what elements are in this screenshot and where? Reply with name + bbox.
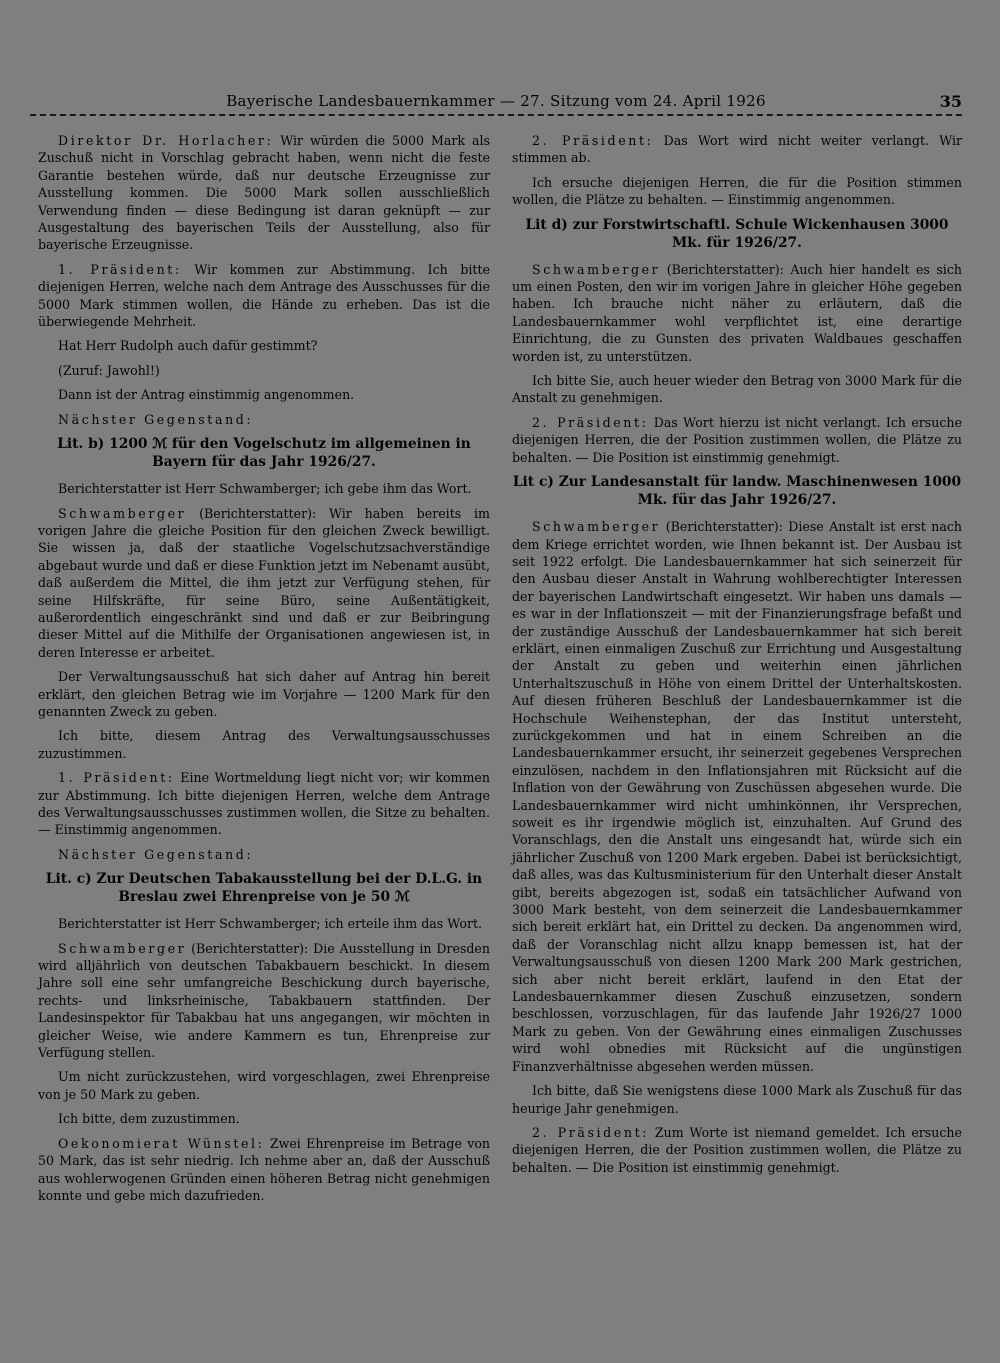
speaker-name: Schwamberger [58,505,187,521]
speaker-name: Oekonomierat Wünstel: [58,1135,265,1151]
paragraph [512,1082,962,1117]
paragraph [38,915,490,932]
section-heading: Lit. b) 1200 ℳ für den Vogelschutz im allgemeinen in Bayern für das Jahr 1926/27. [57,436,471,471]
paragraph [38,505,490,662]
paragraph-text: Berichterstatter ist Herr Schwamberger; ich gebe ihm das Wort. [58,481,472,497]
speaker-name: Nächster Gegenstand: [58,411,254,427]
speaker-name: 2. Präsident: [532,414,649,430]
paragraph [512,174,962,209]
paragraph [512,261,962,365]
paragraph-text: Das Wort wird nicht weiter verlangt. Wir stimmen ab. [512,133,962,166]
paragraph-text: (Berichterstatter): Wir haben bereits im vorigen Jahre die gleiche Position für den gleichen Zweck bewilligt. Sie wissen ja, daß der staatliche Vogelschutzsachverständige abgebaut wurde und daß er diese Funktion jetzt im Nebenamt ausübt, daß außerdem die Mittel, die ihm jetzt zur Verfügung stehen, für seine Hilfskräfte, für seine Büro, seine Außentätigkeit, außerordentlich eingeschränkt sind und daß er zur Beibringung dieser Mittel auf die Mithilfe der Organisationen angewiesen ist, in deren Interesse er arbeitet. [38,505,490,660]
paragraph-text: Ich bitte, dem zuzustimmen. [58,1111,240,1127]
speaker-name: 1. Präsident: [58,770,175,786]
paragraph [38,261,490,331]
paragraph [38,668,490,720]
paragraph [512,518,962,1075]
paragraph [512,1124,962,1176]
paragraph [38,846,490,863]
paragraph-text: Wir würden die 5000 Mark als Zuschuß nicht in Vorschlag gebracht haben, wenn nicht die feste Garantie bestehen würde, daß nur deutsche Erzeugnisse zur Ausstellung kommen. Die 5000 Mark sollen ausschließlich Verwendung finden — diese Bedingung ist daran geknüpft — zur Ausgestaltung des bayerischen Teils der Ausstellung, also für bayerische Erzeugnisse. [38,133,490,253]
speaker-name: Nächster Gegenstand: [58,846,254,862]
paragraph [38,337,490,354]
paragraph [38,411,490,428]
paragraph-text: Ich bitte, diesem Antrag des Verwaltungsausschusses zuzustimmen. [38,728,490,761]
page-number: 35 [939,92,962,111]
paragraph [512,372,962,407]
header-rule [30,114,962,116]
paragraph-text: Ich bitte, daß Sie wenigstens diese 1000 Mark als Zuschuß für das heurige Jahr genehmigen. [512,1083,962,1116]
paragraph-text: Eine Wortmeldung liegt nicht vor; wir kommen zur Abstimmung. Ich bitte diejenigen Herren, welche dem Antrage des Verwaltungsausschusses zustimmen wollen, die Sitze zu behalten. — Einstimmig angenommen. [38,770,490,838]
paragraph-text: Dann ist der Antrag einstimmig angenommen. [58,387,355,403]
paragraph-text: Berichterstatter ist Herr Schwamberger; ich erteile ihm das Wort. [58,916,483,932]
paragraph-text: Zum Worte ist niemand gemeldet. Ich ersuche diejenigen Herren, die der Position zustimmen wollen, die Plätze zu behalten. — Die Position ist einstimmig genehmigt. [512,1124,962,1175]
paragraph-text: (Zuruf: Jawohl!) [58,362,160,378]
speaker-name: 1. Präsident: [58,261,182,277]
paragraph [38,386,490,403]
paragraph [38,727,490,762]
section-heading: Lit d) zur Forstwirtschaftl. Schule Wickenhausen 3000 Mk. für 1926/27. [525,216,949,251]
paragraph [38,480,490,497]
paragraph-text: Ich bitte Sie, auch heuer wieder den Betrag von 3000 Mark für die Anstalt zu genehmigen. [512,373,962,406]
paragraph [512,132,962,167]
paragraph-text: Um nicht zurückzustehen, wird vorgeschlagen, zwei Ehrenpreise von je 50 Mark zu geben. [38,1069,490,1102]
speaker-name: Schwamberger [532,519,661,535]
running-title: Bayerische Landesbauernkammer — 27. Sitzung vom 24. April 1926 [226,92,766,110]
left-column [38,132,490,1211]
paragraph-text: Wir kommen zur Abstimmung. Ich bitte diejenigen Herren, welche nach dem Antrage des Ausschusses für die 5000 Mark stimmen wollen, die Hände zu erheben. Das ist die überwiegende Mehrheit. [38,261,490,330]
paragraph-text: (Berichterstatter): Die Ausstellung in Dresden wird alljährlich von deutschen Tabakbauern beschickt. In diesem Jahre soll eine sehr umfangreiche Beschickung durch bayerische, rechts- und linksrheinische, Tabakbauern stattfinden. Der Landesinspektor für Tabakbau hat uns angegangen, wir möchten in gleicher Weise, wie andere Kammern es tun, Ehrenpreise zur Verfügung stellen. [38,940,490,1061]
paragraph [38,132,490,254]
section-heading: Lit c) Zur Landesanstalt für landw. Maschinenwesen 1000 Mk. für das Jahr 1926/27. [512,474,962,509]
section-heading: Lit. c) Zur Deutschen Tabakausstellung bei der D.L.G. in Breslau zwei Ehrenpreise von je 50 ℳ [45,871,483,906]
speaker-name: Schwamberger [532,261,661,277]
paragraph-text: (Berichterstatter): Diese Anstalt ist erst nach dem Kriege errichtet worden, wie Ihnen bekannt ist. Der Ausbau ist seit 1922 erfolgt. Die Landesbauernkammer hat sich seinerzeit für den Ausbau dieser Anstalt in Wahrung wohlberechtigter Interessen der bayerischen Landwirtschaft eingesetzt. Wir haben uns damals — es war in der Inflationszeit — mit der Finanzierungsfrage befaßt und der zuständige Ausschuß der Landesbauernkammer hat sich bereit erklärt, einen einmaligen Zuschuß zur Errichtung und Ausgestaltung der Anstalt zu geben und weiterhin einen jährlichen Unterhaltszuschuß in Höhe von einem Drittel der Unterhaltskosten. Auf diesen früheren Beschluß der Landesbauernkammer ist die Hochschule Weihenstephan, der das Institut untersteht, zurückgekommen und hat in einem Schreiben an die Landesbauernkammer ersucht, ihr seinerzeit gegebenes Versprechen einzulösen, nachdem in den Inflationsjahren mit Rücksicht auf die Inflation von der Gewährung von Zuschüssen abgesehen wurde. Die Landesbauernkammer wird nicht umhinkönnen, ihr Versprechen, soweit es ihr irgendwie möglich ist, einzuhalten. Auf Grund des Voranschlags, den die Anstalt uns eingesandt hat, würde sich ein jährlicher Zuschuß von 1200 Mark ergeben. Dabei ist berücksichtigt, daß alles, was das Kultusministerium für den Unterhalt dieser Anstalt gibt, bereits abgezogen ist, sodaß ein tatsächlicher Aufwand von 3000 Mark besteht, von dem seinerzeit die Landesbauernkammer sich bereit erklärt hat, ein Drittel zu decken. Da angenommen wird, daß der Voranschlag nicht allzu knapp bemessen ist, hat der Verwaltungsausschuß von diesen 1200 Mark 200 Mark gestrichen, sich aber nicht bereit erklärt, laufend in den Etat der Landesbauernkammer diesen Zuschuß einzusetzen, sondern beschlossen, vorzuschlagen, für das laufende Jahr 1926/27 1000 Mark zu geben. Von der Gewährung eines einmaligen Zuschusses wird wohl obnedies mit Rücksicht auf die ungünstigen Finanzverhältnisse abgesehen werden müssen. [512,519,962,1074]
paragraph [38,769,490,839]
paragraph-text: Zwei Ehrenpreise im Betrage von 50 Mark, das ist sehr niedrig. Ich nehme aber an, daß der Ausschuß aus wohlerwogenen Gründen einen höheren Betrag nicht genehmigen konnte und gebe mich dazufrieden. [38,1135,491,1203]
paragraph-text: Der Verwaltungsausschuß hat sich daher auf Antrag hin bereit erklärt, den gleichen Betrag wie im Vorjahre — 1200 Mark für den genannten Zweck zu geben. [38,669,490,719]
page-header [30,92,962,122]
speaker-name: Direktor Dr. Horlacher: [58,133,274,148]
paragraph-text: Hat Herr Rudolph auch dafür gestimmt? [58,338,318,354]
paragraph [38,1110,490,1127]
paragraph [38,1068,490,1103]
paragraph-text: Ich ersuche diejenigen Herren, die für die Position stimmen wollen, die Plätze zu behalten. — Einstimmig angenommen. [512,174,962,208]
speaker-name: 2. Präsident: [532,1124,650,1140]
paragraph [38,362,490,379]
paragraph [38,1135,490,1205]
paragraph-text: (Berichterstatter): Auch hier handelt es sich um einen Posten, den wir im vorigen Jahre in gleicher Höhe gegeben haben. Ich brauche nicht näher zu erläutern, daß die Landesbauernkammer wohl verpflichtet ist, eine derartige Einrichtung, die zu Gunsten des privaten Waldbaues geschaffen worden ist, zu unterstützen. [512,261,962,364]
paragraph-text: Das Wort hierzu ist nicht verlangt. Ich ersuche diejenigen Herren, die der Position zustimmen wollen, die Plätze zu behalten. — Die Position ist einstimmig genehmigt. [512,414,962,465]
paragraph [38,940,490,1062]
speaker-name: 2. Präsident: [532,133,654,148]
right-column [512,132,962,1183]
paragraph [512,414,962,466]
speaker-name: Schwamberger [58,940,187,956]
